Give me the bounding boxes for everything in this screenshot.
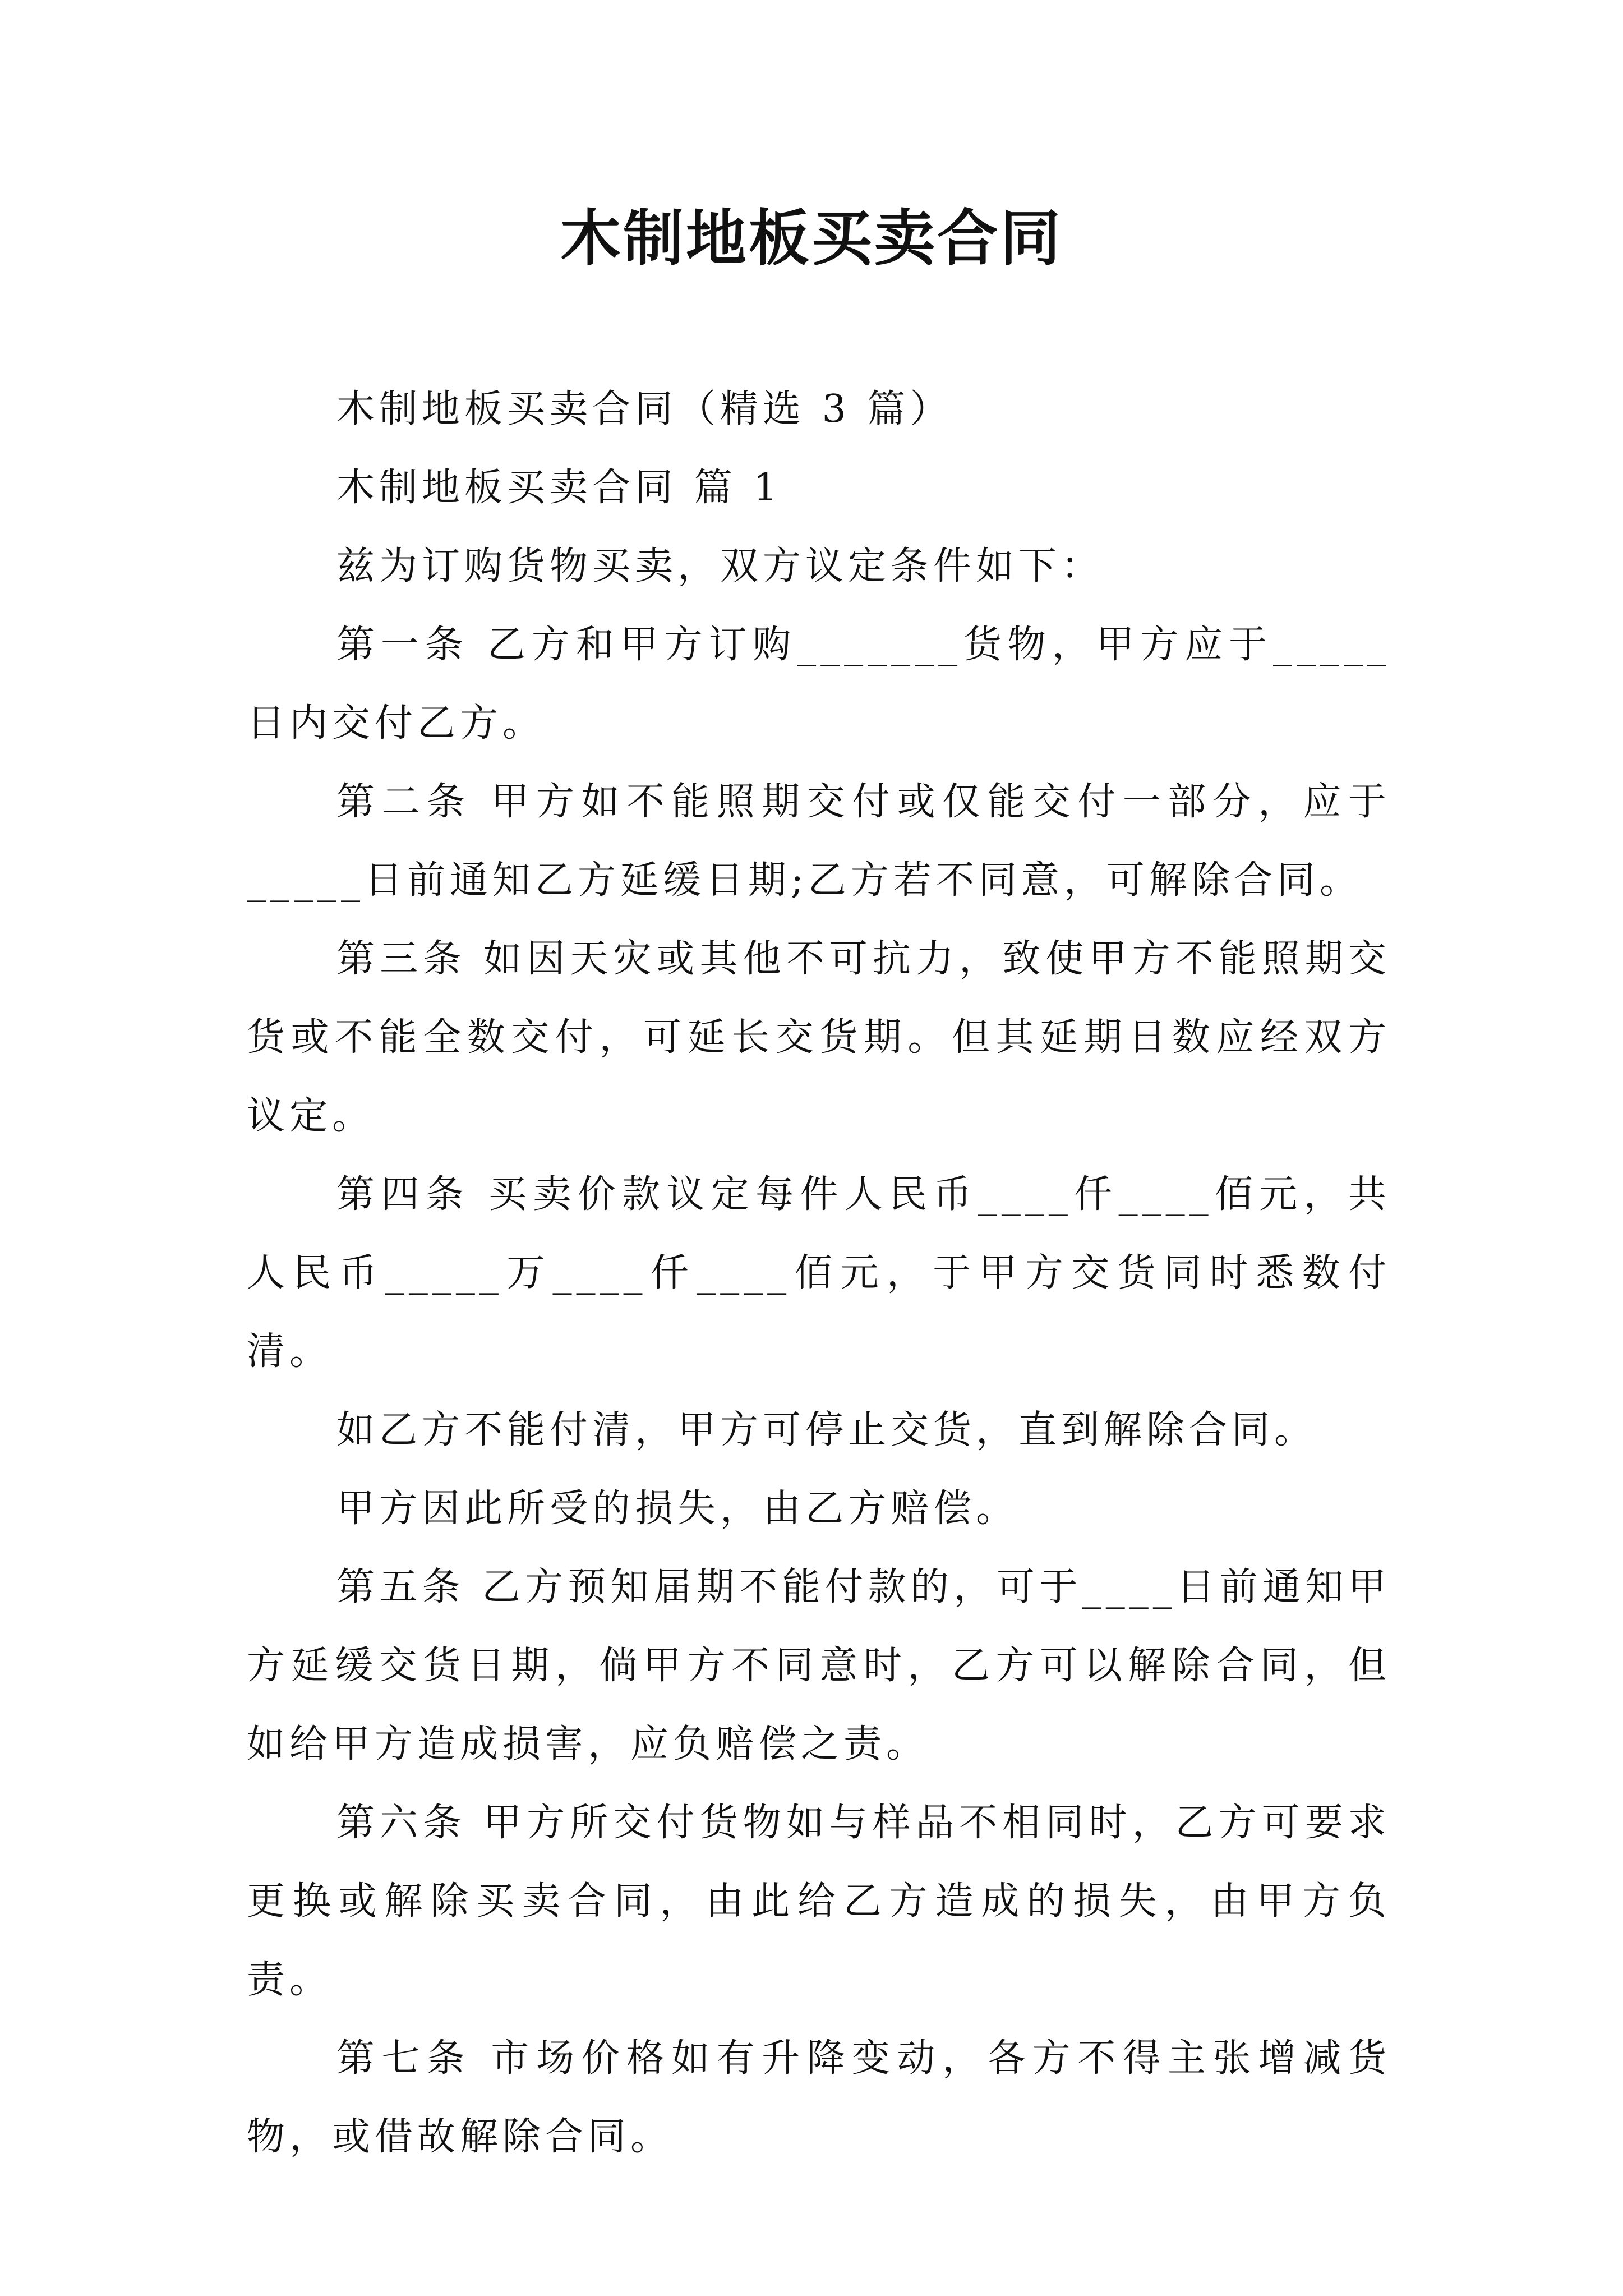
article-6: 第六条 甲方所交付货物如与样品不相同时，乙方可要求更换或解除买卖合同，由此给乙方造成的损失，由甲方负责。 — [247, 1801, 1391, 2002]
document-title: 木制地板买卖合同 — [560, 203, 1063, 274]
article-3: 第三条 如因天灾或其他不可抗力，致使甲方不能照期交货或不能全数交付，可延长交货期。但其延期日数应经双方议定。 — [247, 937, 1391, 1138]
article-2: 第二条 甲方如不能照期交付或仅能交付一部分，应于_____日前通知乙方延缓日期;乙方若不同意，可解除合同。 — [247, 780, 1391, 903]
article-4: 第四条 买卖价款议定每件人民币____仟____佰元，共人民币_____万____仟____佰元，于甲方交货同时悉数付清。 — [247, 1172, 1391, 1374]
section-heading: 木制地板买卖合同 篇 1 — [336, 466, 782, 510]
subtitle-selection: 木制地板买卖合同（精选 3 篇） — [336, 387, 953, 431]
document-body — [247, 370, 1391, 2177]
article-4-continuation-1: 如乙方不能付清，甲方可停止交货，直到解除合同。 — [336, 1408, 1317, 1452]
article-4-continuation-2: 甲方因此所受的损失，由乙方赔偿。 — [336, 1487, 1019, 1531]
article-7: 第七条 市场价格如有升降变动，各方不得主张增减货物，或借故解除合同。 — [247, 2036, 1391, 2159]
intro-paragraph: 兹为订购货物买卖，双方议定条件如下： — [336, 544, 1104, 588]
article-1: 第一条 乙方和甲方订购_______货物，甲方应于_____日内交付乙方。 — [247, 623, 1391, 746]
article-5: 第五条 乙方预知届期不能付款的，可于____日前通知甲方延缓交货日期，倘甲方不同意时，乙方可以解除合同，但如给甲方造成损害，应负赔偿之责。 — [247, 1565, 1391, 1766]
